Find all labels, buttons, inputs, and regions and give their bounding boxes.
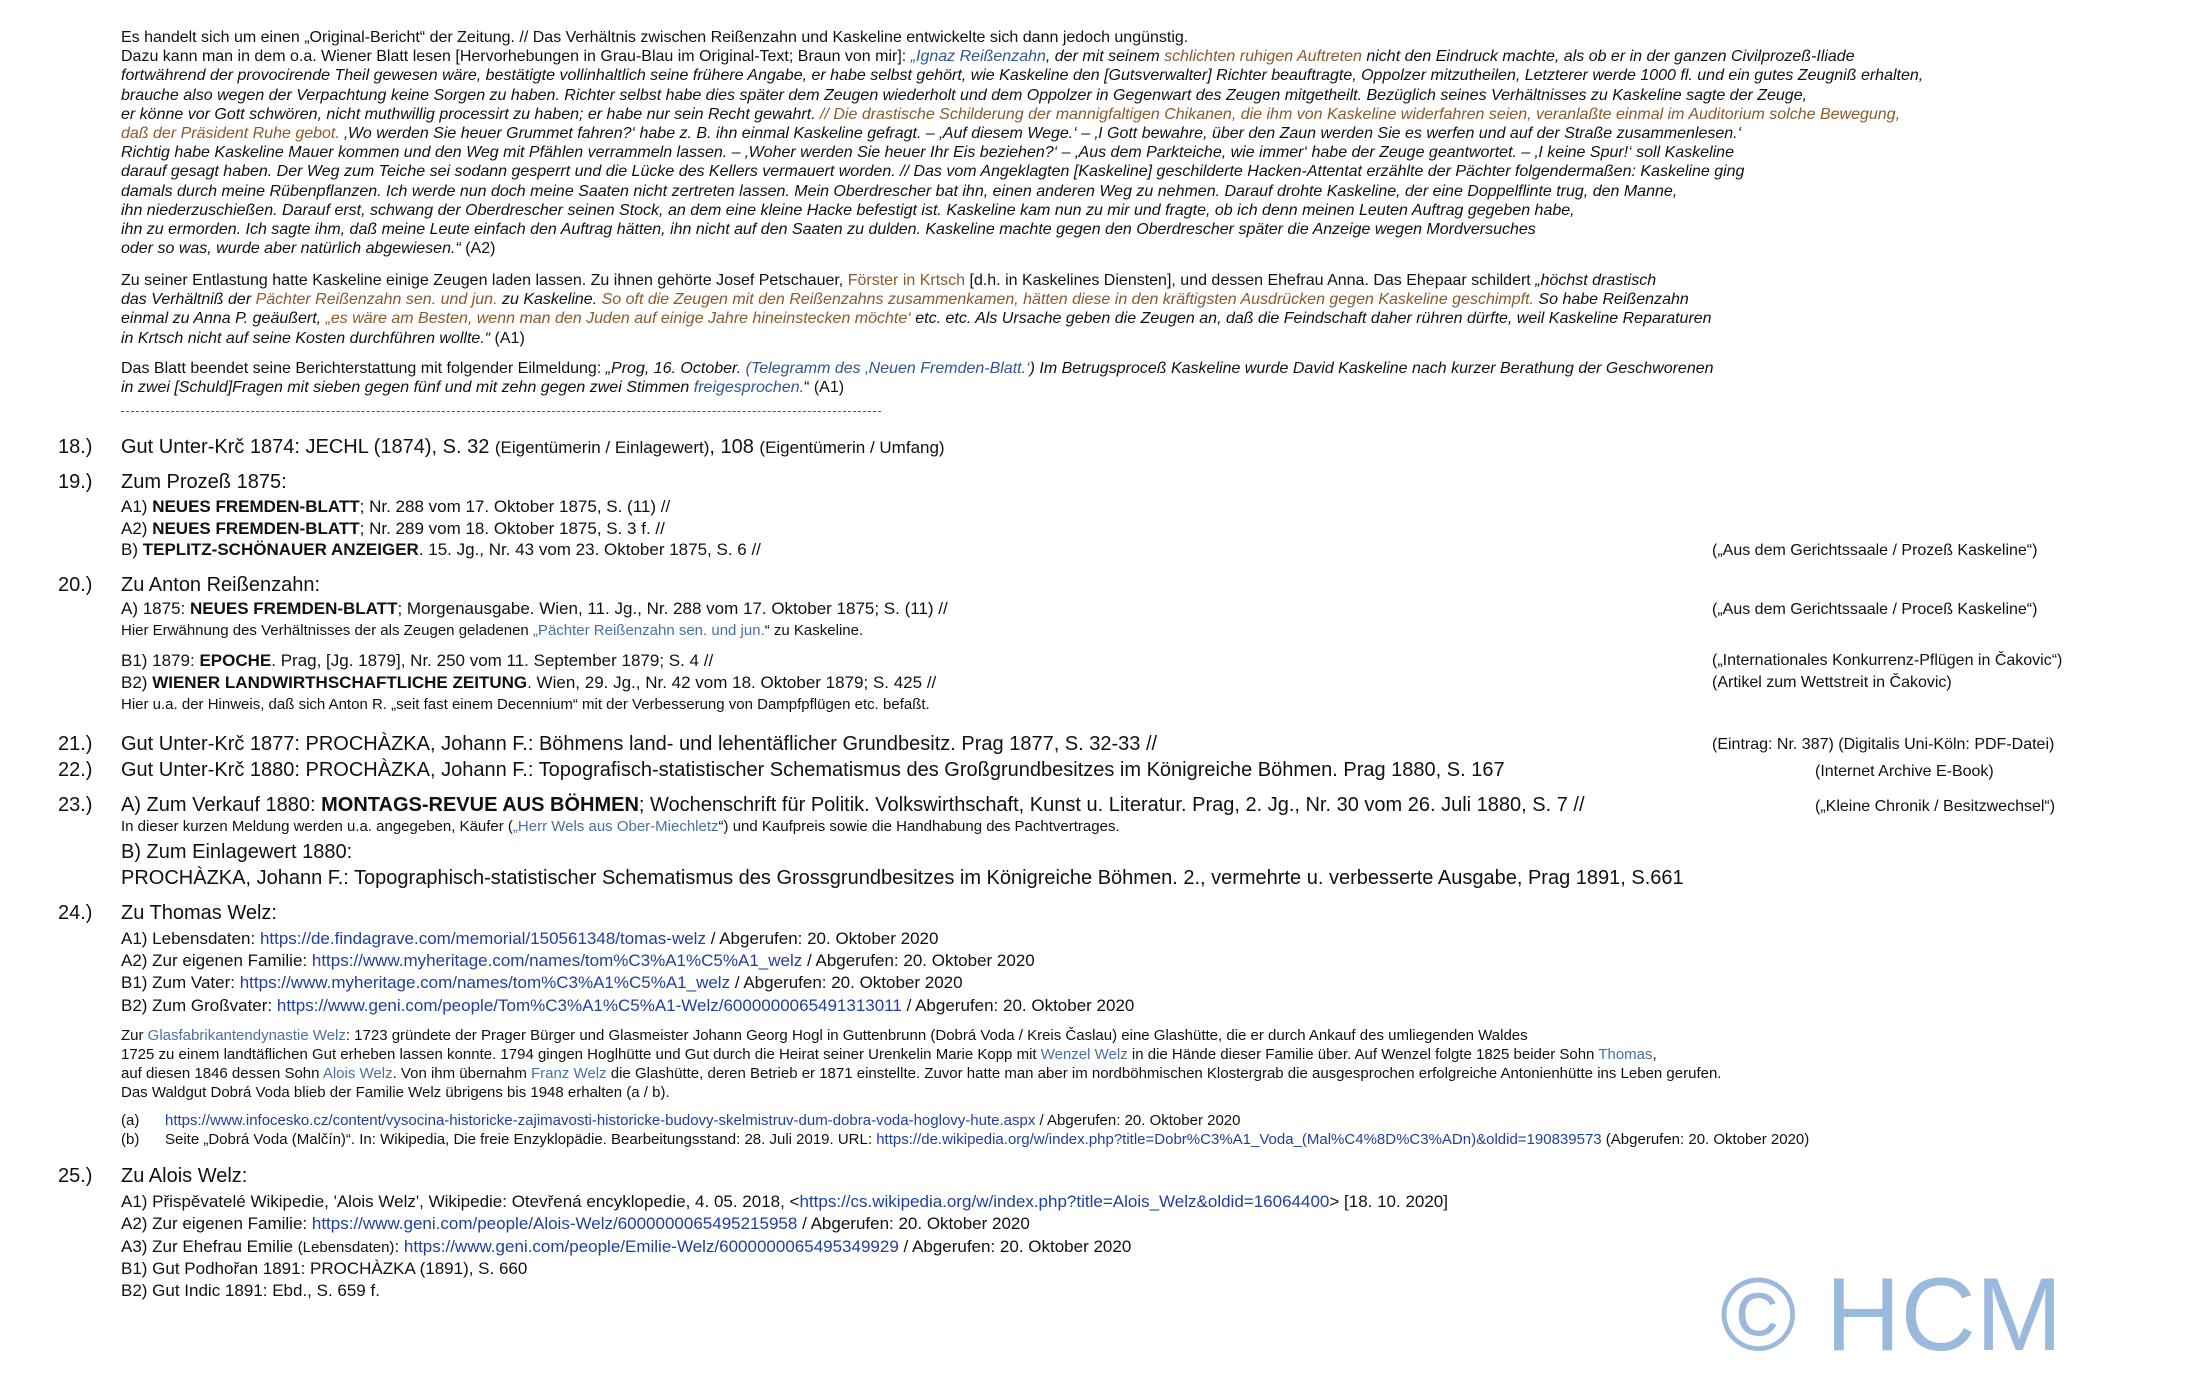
reference-line: B1) Gut Podhořan 1891: PROCHÀZKA (1891), S. 660: [121, 1259, 528, 1278]
intro-line: oder so was, wurde aber natürlich abgewiesen.“ (A2): [121, 240, 496, 258]
section-24-title: Zu Thomas Welz:: [121, 902, 277, 924]
section-21-text: Gut Unter-Krč 1877: PROCHÀZKA, Johann F.: Böhmens land- und lehentäflicher Grundbesitz. Prag 1877, S. 32-33 //: [121, 733, 1158, 755]
section-23-text-b: PROCHÀZKA, Johann F.: Topographisch-statistischer Schematismus des Grossgrundbesitzes im Königreiche Böhmen. 2., vermehrte u. verbesserte Ausgabe, Prag 1891, S.661: [121, 867, 1684, 889]
reference-link[interactable]: https://www.myheritage.com/names/tom%C3%A1%C5%A1_welz: [239, 973, 731, 992]
dashed-divider: [121, 411, 881, 412]
glass-dynasty-note-line: auf diesen 1846 dessen Sohn Alois Welz. Von ihm übernahm Franz Welz die Glashütte, deren Betrieb er 1871 einstellte. Zuvor hatte man aber im nordböhmischen Klostergrab die ausgesprochen erfolgreiche Antonienhütte ins Leben gerufen.: [121, 1065, 1722, 1082]
reference-line: A2) NEUES FREMDEN-BLATT; Nr. 289 vom 18. Oktober 1875, S. 3 f. //: [121, 519, 665, 538]
intro-line: Das Blatt beendet seine Berichterstattung mit folgender Eilmeldung: „Prog, 16. October. (Telegramm des ‚Neuen Fremden-Blatt.‘) Im Betrugsproceß Kaskeline wurde David Kaskeline nach kurzer Berathung der Geschworenen: [121, 360, 1714, 377]
reference-annotation: (Internet Archive E-Book): [1815, 763, 1994, 780]
reference-annotation: („Aus dem Gerichtssaale / Prozeß Kaskeline“): [1712, 542, 2038, 559]
reference-line: A) 1875: NEUES FREMDEN-BLATT; Morgenausgabe. Wien, 11. Jg., Nr. 288 vom 17. Oktober 1875; S. (11) //: [121, 599, 948, 618]
reference-link[interactable]: https://www.geni.com/people/Alois-Welz/6000000065495215958: [311, 1214, 798, 1233]
reference-line: A2) Zur eigenen Familie: https://www.myheritage.com/names/tom%C3%A1%C5%A1_welz / Abgerufen: 20. Oktober 2020: [121, 951, 1035, 970]
reference-line: B) TEPLITZ-SCHÖNAUER ANZEIGER. 15. Jg., Nr. 43 vom 23. Oktober 1875, S. 6 //: [121, 540, 761, 559]
section-number: 18.): [58, 436, 93, 458]
reference-line: A3) Zur Ehefrau Emilie (Lebensdaten): https://www.geni.com/people/Emilie-Welz/6000000065495349929 / Abgerufen: 20. Oktober 2020: [121, 1237, 1132, 1256]
reference-line: A2) Zur eigenen Familie: https://www.geni.com/people/Alois-Welz/6000000065495215958 / Abgerufen: 20. Oktober 2020: [121, 1214, 1030, 1233]
glass-dynasty-note-line: Zur Glasfabrikantendynastie Welz: 1723 gründete der Prager Bürger und Glasmeister Johann Georg Hogl in Guttenbrunn (Dobrá Voda / Kreis Časlau) eine Glashütte, die er durch Ankauf des umliegenden Waldes: [121, 1027, 1528, 1044]
intro-line: Dazu kann man in dem o.a. Wiener Blatt lesen [Hervorhebungen in Grau-Blau im Original-Text; Braun von mir]: „Ignaz Reißenzahn, der mit seinem schlichten ruhigen Auftreten nicht den Eindruck machte, als ob er in der ganzen Civilprozeß-Iliade: [121, 48, 1855, 66]
reference-note: Hier Erwähnung des Verhältnisses der als Zeugen geladenen „Pächter Reißenzahn sen. und jun.“ zu Kaskeline.: [121, 622, 864, 639]
reference-annotation: (Artikel zum Wettstreit in Čakovic): [1712, 674, 1952, 691]
intro-paragraph-3: [121, 359, 2041, 397]
footnote-link[interactable]: https://www.infocesko.cz/content/vysocina-historicke-zajimavosti-historicke-budovy-skelmistruv-dum-dobra-voda-hoglovy-hute.aspx: [165, 1112, 1036, 1129]
reference-link[interactable]: https://cs.wikipedia.org/w/index.php?title=Alois_Welz&oldid=16064400: [799, 1192, 1330, 1211]
reference-line: B2) Gut Indic 1891: Ebd., S. 659 f.: [121, 1281, 380, 1300]
intro-line: Es handelt sich um einen „Original-Bericht“ der Zeitung. // Das Verhältnis zwischen Reißenzahn und Kaskeline entwickelte sich dann jedoch ungünstig.: [121, 29, 1189, 46]
intro-line: damals durch meine Rübenpflanzen. Ich werde nun doch meine Saaten nicht zertreten lassen. Mein Oberdrescher bat ihn, einen anderen Weg zu nehmen. Darauf drohte Kaskeline, der eine Doppelflinte trug, den Manne,: [121, 182, 1678, 200]
reference-annotation: („Kleine Chronik / Besitzwechsel“): [1815, 798, 2056, 815]
section-23-title-b: B) Zum Einlagewert 1880:: [121, 841, 353, 863]
section-20-title: Zu Anton Reißenzahn:: [121, 574, 321, 596]
intro-line: daß der Präsident Ruhe gebot. ‚Wo werden Sie heuer Grummet fahren?‘ habe z. B. ihn einmal Kaskeline gefragt. – ‚Auf diesem Wege.‘ – ‚I Gott bewahre, über den Zaun werden Sie es werfen und auf der Straße zusammenlesen.‘: [121, 125, 1742, 143]
reference-link[interactable]: https://www.geni.com/people/Tom%C3%A1%C5%A1-Welz/6000000065491313011: [276, 996, 902, 1015]
intro-paragraph-1: [121, 28, 2041, 258]
section-19-title: Zum Prozeß 1875:: [121, 471, 287, 493]
intro-line: ihn zu ermorden. Ich sagte ihm, daß meine Leute einfach den Auftrag hätten, ihn nicht auf den Saaten zu dulden. Kaskeline machte gegen den Oberdrescher später die Anzeige wegen Mordversuches: [121, 221, 1536, 239]
intro-line: darauf gesagt haben. Der Weg zum Teiche sei sodann gesperrt und die Lücke des Kellers vermauert worden. // Das vom Angeklagten [Kaskeline] geschilderte Hacken-Attentat erzählte der Pächter folgendermaßen: Kaskeline ging: [121, 163, 1745, 181]
reference-line: A1) NEUES FREMDEN-BLATT; Nr. 288 vom 17. Oktober 1875, S. (11) //: [121, 497, 671, 516]
section-number: 24.): [58, 902, 93, 924]
intro-line: in zwei [Schuld]Fragen mit sieben gegen fünf und mit zehn gegen zwei Stimmen freigesprochen.“ (A1): [121, 379, 845, 397]
glass-dynasty-note-line: 1725 zu einem landtäflichen Gut erheben lassen konnte. 1794 gingen Hoglhütte und Gut durch die Heirat seiner Urenkelin Marie Kopp mit Wenzel Welz in die Hände dieser Familie über. Auf Wenzel folgte 1825 beider Sohn Thomas,: [121, 1046, 1657, 1063]
reference-link[interactable]: https://de.findagrave.com/memorial/150561348/tomas-welz: [259, 929, 706, 948]
intro-line: Richtig habe Kaskeline Mauer kommen und den Weg mit Pfählen verrammeln lassen. – ‚Woher werden Sie heuer Ihr Eis beziehen?‘ – ‚Aus dem Parkteiche, wie immer‘ habe der Zeuge geantwortet. – ‚I keine Spur!‘ soll Kaskeline: [121, 144, 1734, 162]
reference-annotation: („Internationales Konkurrenz-Pflügen in Čakovic“): [1712, 652, 2063, 669]
footnote-a: (a) https://www.infocesko.cz/content/vysocina-historicke-zajimavosti-historicke-budovy-skelmistruv-dum-dobra-voda-hoglovy-hute.aspx / Abgerufen: 20. Oktober 2020: [121, 1112, 1241, 1129]
intro-line: fortwährend der provocirende Theil gewesen wäre, bestätigte vollinhaltlich seine frühere Angabe, er habe selbst gehört, wie Kaskeline den [Gutsverwalter] Richter beauftragte, Oppolzer mitzutheilen, Letzterer werde 1000 fl. und ein gutes Zeugniß erhalten,: [121, 67, 1924, 85]
intro-line: in Krtsch nicht auf seine Kosten durchführen wollte.“ (A1): [121, 329, 525, 347]
reference-line: B1) 1879: EPOCHE. Prag, [Jg. 1879], Nr. 250 vom 11. September 1879; S. 4 //: [121, 651, 714, 670]
reference-line: A1) Přispěvatelé Wikipedie, 'Alois Welz', Wikipedie: Otevřená encyklopedie, 4. 05. 2018, <https://cs.wikipedia.org/w/index.php?title=Alois_Welz&oldid=16064400> [18. 10. 2020]: [121, 1192, 1448, 1211]
intro-line: Zu seiner Entlastung hatte Kaskeline einige Zeugen laden lassen. Zu ihnen gehörte Josef Petschauer, Förster in Krtsch [d.h. in Kaskelines Diensten], und dessen Ehefrau Anna. Das Ehepaar schildert „höchst drastisch: [121, 272, 1657, 289]
reference-line: A1) Lebensdaten: https://de.findagrave.com/memorial/150561348/tomas-welz / Abgerufen: 20. Oktober 2020: [121, 929, 939, 948]
section-18-text: Gut Unter-Krč 1874: JECHL (1874), S. 32 (Eigentümerin / Einlagewert), 108 (Eigentümerin / Umfang): [121, 436, 945, 458]
glass-dynasty-note-line: Das Waldgut Dobrá Voda blieb der Familie Welz übrigens bis 1948 erhalten (a / b).: [121, 1084, 670, 1101]
section-number: 25.): [58, 1165, 93, 1187]
reference-note: In dieser kurzen Meldung werden u.a. angegeben, Käufer („Herr Wels aus Ober-Miechletz“) und Kaufpreis sowie die Handhabung des Pachtvertrages.: [121, 818, 1120, 835]
copyright-watermark: © HCM: [1720, 1257, 2063, 1373]
reference-annotation: („Aus dem Gerichtssaale / Proceß Kaskeline“): [1712, 601, 2038, 618]
section-number: 19.): [58, 471, 93, 493]
section-22-text: Gut Unter-Krč 1880: PROCHÀZKA, Johann F.: Topografisch-statistischer Schematismus des Großgrundbesitzes im Königreiche Böhmen. Prag 1880, S. 167: [121, 759, 1505, 781]
section-number: 20.): [58, 574, 93, 596]
intro-line: brauche also wegen der Verpachtung keine Sorgen zu haben. Richter selbst habe dies später dem Zeugen wiederholt und dem Oppolzer in Gegenwart des Zeugen mitgetheilt. Bezüglich seines Verhältnisses zu Kaskeline sagte der Zeuge,: [121, 86, 1808, 104]
reference-note: Hier u.a. der Hinweis, daß sich Anton R. „seit fast einem Decennium“ mit der Verbesserung von Dampfpflügen etc. befaßt.: [121, 696, 930, 713]
intro-line: das Verhältniß der Pächter Reißenzahn sen. und jun. zu Kaskeline. So oft die Zeugen mit den Reißenzahns zusammenkamen, hätten diese in den kräftigsten Ausdrücken gegen Kaskeline geschimpft. So habe Reißenzahn: [121, 291, 1689, 309]
reference-line: B1) Zum Vater: https://www.myheritage.com/names/tom%C3%A1%C5%A1_welz / Abgerufen: 20. Oktober 2020: [121, 973, 963, 992]
reference-link[interactable]: https://www.geni.com/people/Emilie-Welz/6000000065495349929: [403, 1237, 899, 1256]
intro-paragraph-2: [121, 271, 2041, 348]
reference-link[interactable]: https://www.myheritage.com/names/tom%C3%A1%C5%A1_welz: [311, 951, 803, 970]
section-number: 21.): [58, 733, 93, 755]
reference-annotation: (Eintrag: Nr. 387) (Digitalis Uni-Köln: PDF-Datei): [1712, 736, 2055, 753]
footnote-link[interactable]: https://de.wikipedia.org/w/index.php?title=Dobr%C3%A1_Voda_(Mal%C4%8D%C3%ADn)&oldid=190839573: [876, 1131, 1602, 1148]
section-25-title: Zu Alois Welz:: [121, 1165, 248, 1187]
footnote-b: (b) Seite „Dobrá Voda (Malčín)“. In: Wikipedia, Die freie Enzyklopädie. Bearbeitungsstand: 28. Juli 2019. URL: https://de.wikipedia.org/w/index.php?title=Dobr%C3%A1_Voda_(Mal%C4%8D%C3%ADn)&oldid=190839573 (Abgerufen: 20. Oktober 2020): [121, 1131, 1810, 1148]
intro-line: er könne vor Gott schwören, nicht muthwillig processirt zu haben; er habe nur sein Recht gewahrt. // Die drastische Schilderung der mannigfaltigen Chikanen, die ihm von Kaskeline widerfahren seien, veranlaßte einmal im Auditorium solche Bewegung,: [121, 105, 1901, 123]
reference-line: B2) WIENER LANDWIRTHSCHAFTLICHE ZEITUNG. Wien, 29. Jg., Nr. 42 vom 18. Oktober 1879; S. 425 //: [121, 673, 937, 692]
section-number: 22.): [58, 759, 93, 781]
reference-line: B2) Zum Großvater: https://www.geni.com/people/Tom%C3%A1%C5%A1-Welz/6000000065491313011 / Abgerufen: 20. Oktober 2020: [121, 996, 1135, 1015]
intro-line: einmal zu Anna P. geäußert, „es wäre am Besten, wenn man den Juden auf einige Jahre hineinstecken möchte‘ etc. etc. Als Ursache geben die Zeugen an, daß die Feindschaft daher rühren dürfte, weil Kaskeline Reparaturen: [121, 310, 1712, 328]
section-23-line-a: A) Zum Verkauf 1880: MONTAGS-REVUE AUS BÖHMEN; Wochenschrift für Politik. Volkswirthschaft, Kunst u. Literatur. Prag, 2. Jg., Nr. 30 vom 26. Juli 1880, S. 7 //: [121, 794, 1585, 816]
intro-line: ihn niederzuschießen. Darauf erst, schwang der Oberdrescher seinen Stock, an dem eine kleine Hacke befestigt ist. Kaskeline kam nun zu mir und fragte, ob ich denn meinen Leuten Auftrag gegeben habe,: [121, 201, 1575, 219]
section-number: 23.): [58, 794, 93, 816]
